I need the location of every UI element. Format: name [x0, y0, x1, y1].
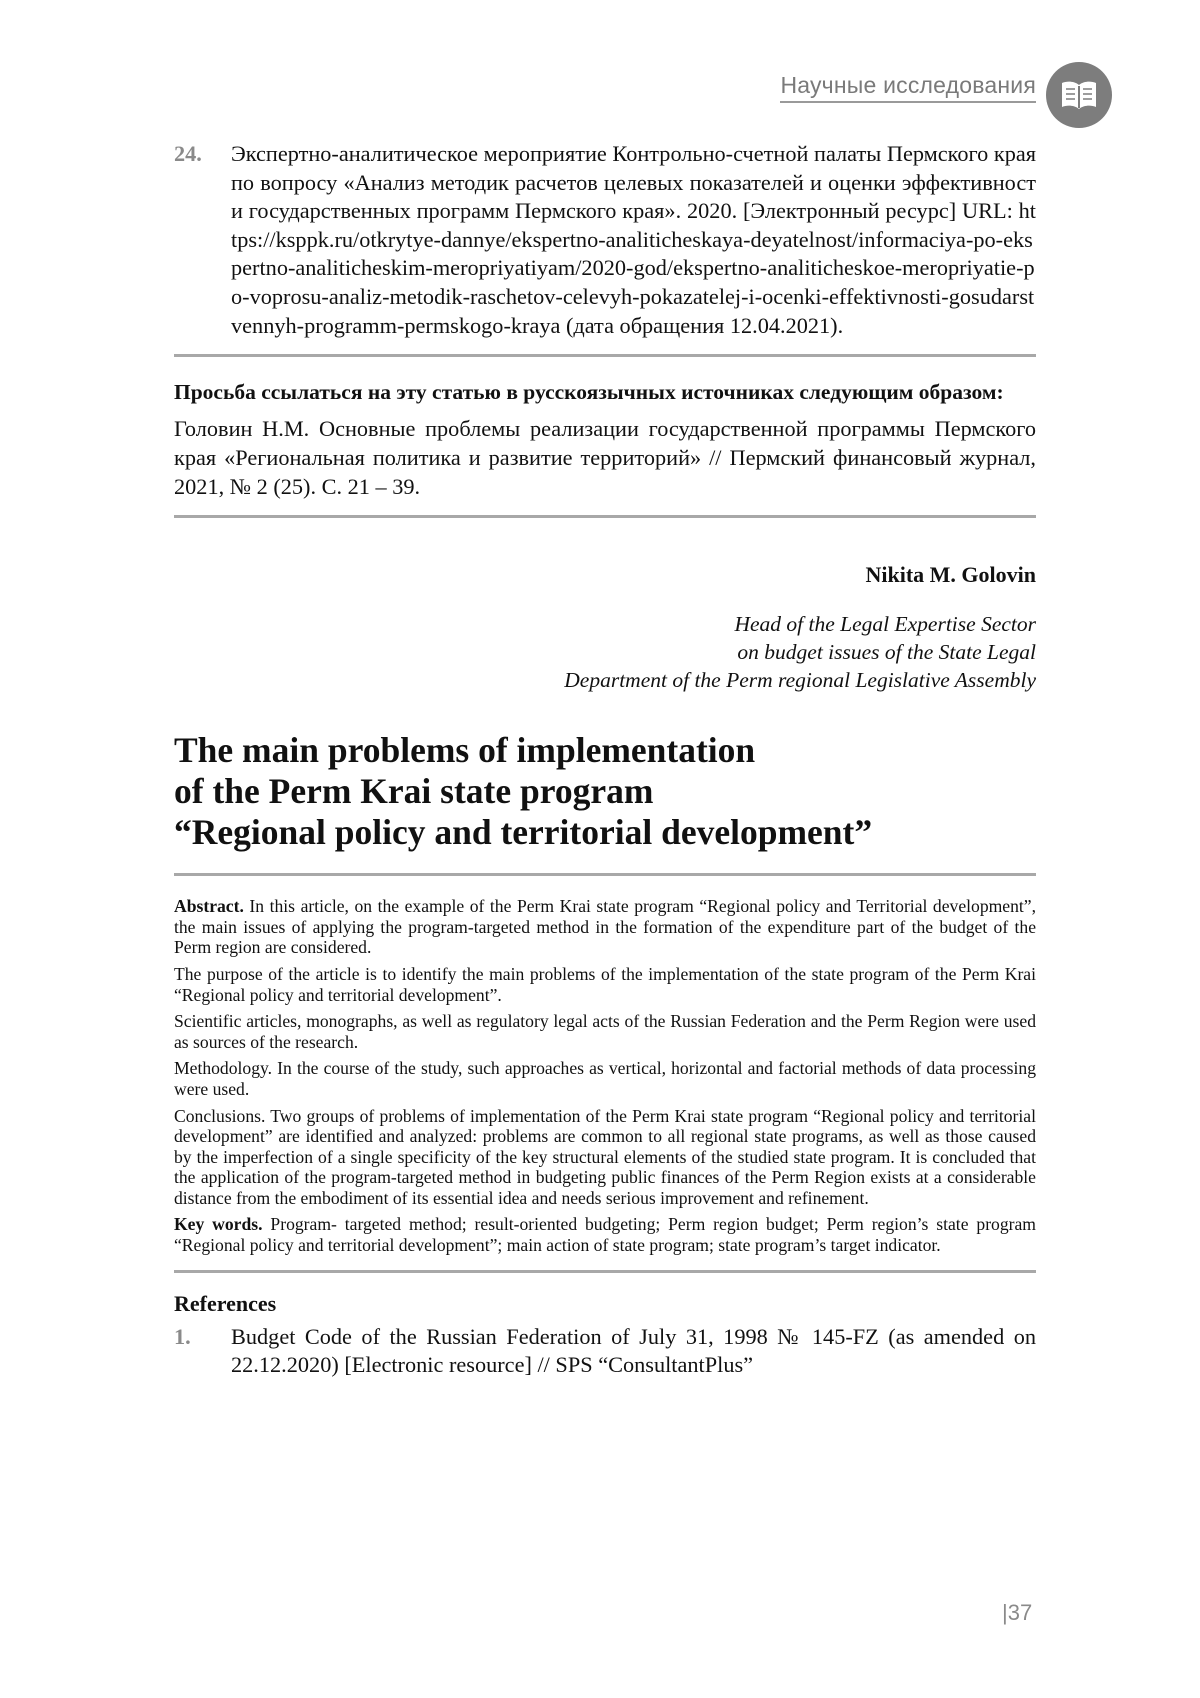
reference-item-en [174, 1323, 1036, 1380]
citation-text: Головин Н.М. Основные проблемы реализации государственной программы Пермского края «Региональная политика и развитие территорий» // Пермский финансовый журнал, 2021, № 2 (25). С. 21 – 39. [174, 414, 1036, 501]
reference-text: Экспертно-аналитическое мероприятие Контрольно-счетной палаты Пермского края по вопросу «Анализ методик расчетов целевых показателей и оценки эффективности государственных программ Пермского края». 2020. [Электронный ресурс] URL: https://ksppk.ru/otkrytye-dannye/ekspertno-analiticheskaya-deyatelnost/informaciya-po-ekspertno-analiticheskim-meropriyatiyam/2020-god/ekspertno-analiticheskoe-meropriyatie-po-voprosu-analiz-metodik-raschetov-celevyh-pokazatelej-i-ocenki-effektivnosti-gosudarstvennyh-programm-permskogo-kraya (дата обращения 12.04.2021). [231, 140, 1036, 340]
article-title-line: of the Perm Krai state program [174, 771, 1036, 812]
author-position-line: Head of the Legal Expertise Sector [174, 610, 1036, 638]
keywords-text: Program- targeted method; result-oriented budgeting; Perm region budget; Perm region’s state program “Regional policy and territorial development”; main action of state program; state program’s target indicator. [174, 1214, 1036, 1255]
author-position-line: Department of the Perm regional Legislative Assembly [174, 666, 1036, 694]
keywords-label: Key words. [174, 1214, 263, 1234]
reference-number: 1. [174, 1323, 231, 1380]
abstract-label: Abstract. [174, 896, 244, 916]
article-title-line: The main problems of implementation [174, 730, 1036, 771]
reference-text: Budget Code of the Russian Federation of July 31, 1998 № 145-FZ (as amended on 22.12.2020) [Electronic resource] // SPS “ConsultantPlus” [231, 1323, 1036, 1380]
abstract-conclusions: Conclusions. Two groups of problems of implementation of the Perm Krai state program “Regional policy and territorial development” are identified and analyzed: problems are common to all regional state programs, as well as those caused by the imperfection of a single specificity of the key structural elements of the studied state program. It is concluded that the application of the program-targeted method in budgeting public finances of the Perm Region exists at a considerable distance from the embodiment of its essential idea and needs serious improvement and refinement. [174, 1106, 1036, 1209]
abstract-text: In this article, on the example of the Perm Krai state program “Regional policy and Territorial development”, the main issues of applying the program-targeted method in the formation of the expenditure part of the budget of the Perm region are considered. [174, 896, 1036, 957]
reference-item-ru [174, 140, 1036, 340]
article-title-line: “Regional policy and territorial development” [174, 812, 1036, 853]
abstract-block [174, 896, 1036, 1256]
author-name: Nikita M. Golovin [174, 562, 1036, 588]
author-position-line: on budget issues of the State Legal [174, 638, 1036, 666]
abstract-methodology: Methodology. In the course of the study, such approaches as vertical, horizontal and factorial methods of data processing were used. [174, 1058, 1036, 1099]
references-heading: References [174, 1291, 1036, 1317]
divider [174, 873, 1036, 876]
article-title [174, 730, 1036, 853]
reference-number: 24. [174, 140, 231, 340]
abstract-purpose: The purpose of the article is to identify the main problems of the implementation of the state program of the Perm Krai “Regional policy and territorial development”. [174, 964, 1036, 1005]
keywords-paragraph [174, 1214, 1036, 1255]
section-title: Научные исследования [780, 72, 1036, 99]
divider [174, 515, 1036, 518]
abstract-sources: Scientific articles, monographs, as well as regulatory legal acts of the Russian Federation and the Perm Region were used as sources of the research. [174, 1011, 1036, 1052]
author-position [174, 610, 1036, 694]
open-book-icon [1046, 62, 1112, 128]
divider [174, 1270, 1036, 1273]
citation-heading: Просьба ссылаться на эту статью в русскоязычных источниках следующим образом: [174, 379, 1036, 406]
citation-block [174, 379, 1036, 501]
page-content [174, 140, 1036, 1380]
divider [174, 354, 1036, 357]
abstract-paragraph [174, 896, 1036, 958]
page-number: |37 [1002, 1600, 1032, 1626]
